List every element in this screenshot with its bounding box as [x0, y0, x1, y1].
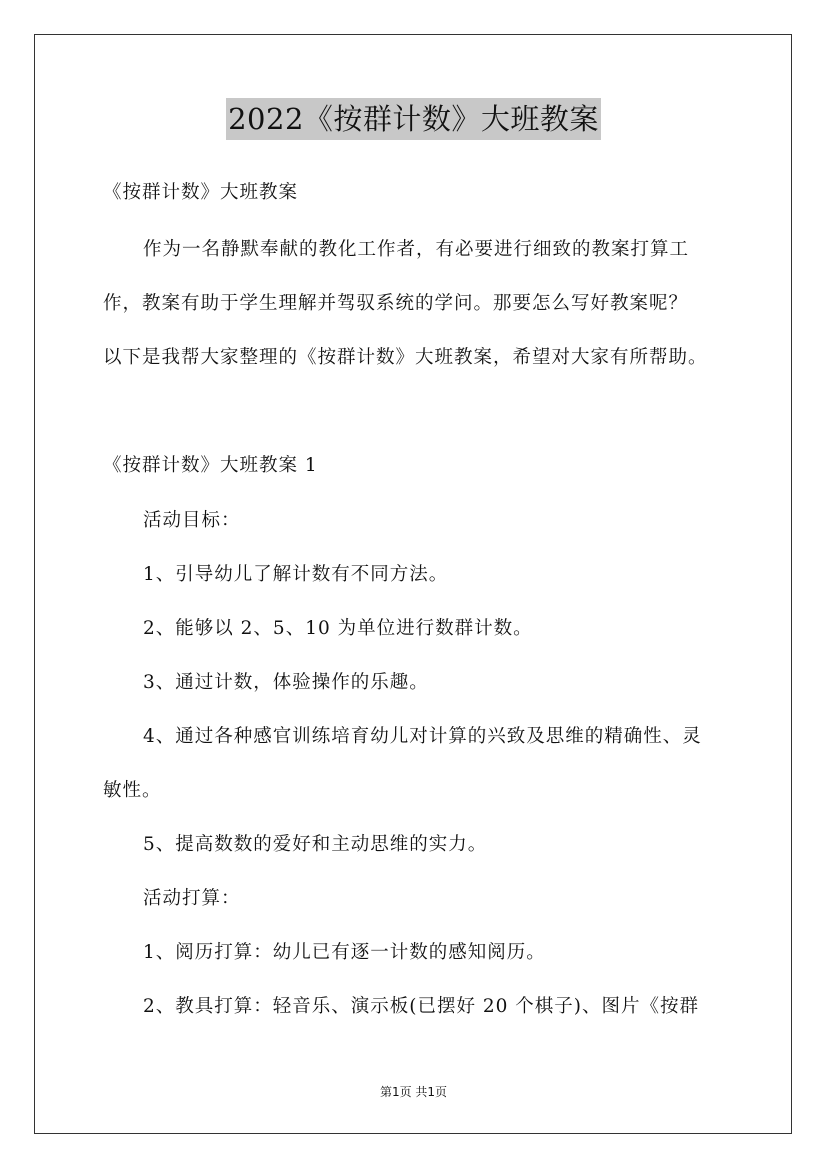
goal-item-4: 4、通过各种感官训练培育幼儿对计算的兴致及思维的精确性、灵 — [143, 726, 702, 747]
intro-line-3: 以下是我帮大家整理的《按群计数》大班教案，希望对大家有所帮助。 — [103, 347, 708, 368]
goal-item-4-continued: 敏性。 — [103, 780, 162, 801]
intro-line-2: 作，教案有助于学生理解并驾驭系统的学问。那要怎么写好教案呢？ — [103, 293, 689, 314]
page-footer: 第1页 共1页 — [379, 1085, 448, 1099]
document-title: 2022《按群计数》大班教案 — [226, 98, 601, 140]
goal-item-2: 2、能够以 2、5、10 为单位进行数群计数。 — [143, 618, 533, 639]
goal-item-3: 3、通过计数，体验操作的乐趣。 — [143, 672, 429, 693]
goal-item-5: 5、提高数数的爱好和主动思维的实力。 — [143, 834, 488, 855]
goals-heading: 活动目标： — [143, 510, 241, 531]
section-heading: 《按群计数》大班教案 1 — [103, 455, 318, 476]
prep-heading: 活动打算： — [143, 888, 241, 909]
intro-line-1: 作为一名静默奉献的教化工作者，有必要进行细致的教案打算工 — [143, 239, 690, 260]
title-container — [0, 98, 827, 140]
document-subtitle: 《按群计数》大班教案 — [103, 182, 299, 203]
prep-item-1: 1、阅历打算：幼儿已有逐一计数的感知阅历。 — [143, 942, 546, 963]
goal-item-1: 1、引导幼儿了解计数有不同方法。 — [143, 564, 449, 585]
prep-item-2: 2、教具打算：轻音乐、演示板(已摆好 20 个棋子)、图片《按群 — [143, 996, 700, 1017]
